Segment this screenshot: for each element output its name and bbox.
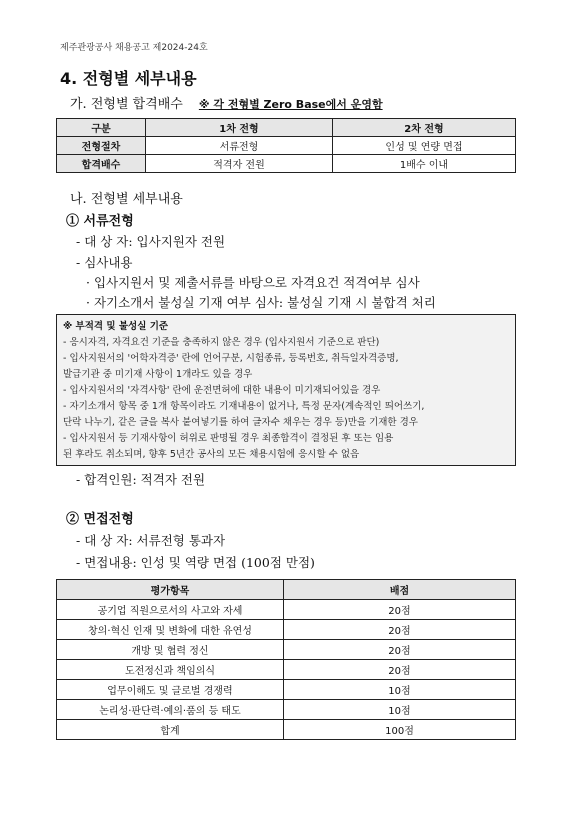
subsection-pass-multiple <box>70 93 383 112</box>
table-cell: 10점 <box>284 680 516 700</box>
interview-table-header <box>57 580 516 600</box>
interview-content: - 면접내용: 인성 및 역량 면접 (100점 만점) <box>76 555 315 570</box>
table-cell: 도전정신과 책임의식 <box>57 660 284 680</box>
review-bullet: · 입사지원서 및 제출서류를 바탕으로 자격요건 적격여부 심사 <box>86 275 420 290</box>
criteria-line: - 응시자격, 자격요건 기준을 충족하지 않은 경우 (입사지원서 기준으로 판단) <box>63 337 380 348</box>
header-cell: 구분 <box>57 119 146 137</box>
document-reference: 제주관광공사 채용공고 제2024-24호 <box>60 43 208 53</box>
table-cell: 20점 <box>284 600 516 620</box>
table-cell: 서류전형 <box>146 137 333 155</box>
table-cell: 인성 및 연량 면접 <box>333 137 516 155</box>
table-cell: 1배수 이내 <box>333 155 516 173</box>
table-row <box>57 620 516 640</box>
row-label: 합격배수 <box>57 155 146 173</box>
table-row <box>57 640 516 660</box>
zero-base-note: ※ 각 전형별 Zero Base에서 운영함 <box>198 98 383 111</box>
stage-table <box>56 118 516 173</box>
interview-target: - 대 상 자: 서류전형 통과자 <box>76 533 226 548</box>
table-cell: 10점 <box>284 700 516 720</box>
table-cell: 100점 <box>284 720 516 740</box>
criteria-line: 된 후라도 취소되며, 향후 5년간 공사의 모든 채용시험에 응시할 수 없음 <box>63 449 360 460</box>
subsection-details-label: 나. 전형별 세부내용 <box>70 192 183 207</box>
table-cell: 20점 <box>284 660 516 680</box>
table-row <box>57 660 516 680</box>
table-cell: 20점 <box>284 640 516 660</box>
criteria-box-title: ※ 부적격 및 불성실 기준 <box>63 321 169 332</box>
criteria-box <box>56 314 516 466</box>
table-cell: 적격자 전원 <box>146 155 333 173</box>
total-row <box>57 720 516 740</box>
review-bullet: · 자기소개서 불성실 기재 여부 심사: 불성실 기재 시 불합격 처리 <box>86 295 436 310</box>
table-row <box>57 600 516 620</box>
row-label: 전형절차 <box>57 137 146 155</box>
table-row <box>57 700 516 720</box>
criteria-line: - 입사지원서의 '자격사항' 란에 운전면허에 대한 내용이 미기재되어있을 경우 <box>63 385 381 396</box>
criteria-line: 단락 나누기, 같은 글을 복사 붙여넣기를 하여 글자수 채우는 경우 등)만을 기재한 경우 <box>63 417 418 428</box>
table-cell: 개방 및 협력 정신 <box>57 640 284 660</box>
table-row <box>57 155 516 173</box>
header-cell: 평가항목 <box>57 580 284 600</box>
doc-screening-target: - 대 상 자: 입사지원자 전원 <box>76 234 226 249</box>
interview-title: ② 면접전형 <box>66 512 134 527</box>
table-cell: 창의·혁신 인재 및 변화에 대한 유연성 <box>57 620 284 640</box>
doc-screening-pass: - 합격인원: 적격자 전원 <box>76 472 206 487</box>
stage-table-header <box>57 119 516 137</box>
criteria-line: 발급기관 중 미기재 사항이 1개라도 있을 경우 <box>63 369 253 380</box>
header-cell: 1차 전형 <box>146 119 333 137</box>
criteria-line: - 자기소개서 항목 중 1개 항목이라도 기재내용이 없거나, 특정 문자(계속적인 띄어쓰기, <box>63 401 425 412</box>
doc-screening-title: ① 서류전형 <box>66 214 134 229</box>
criteria-line: - 입사지원서 등 기재사항이 허위로 판명될 경우 최종합격이 결정된 후 또는 임용 <box>63 433 394 444</box>
table-cell: 20점 <box>284 620 516 640</box>
table-row <box>57 680 516 700</box>
interview-table <box>56 579 516 740</box>
table-cell: 업무이해도 및 글로벌 경쟁력 <box>57 680 284 700</box>
section-title: 4. 전형별 세부내용 <box>60 69 197 88</box>
header-cell: 2차 전형 <box>333 119 516 137</box>
doc-screening-review: - 심사내용 <box>76 255 133 270</box>
criteria-line: - 입사지원서의 '어학자격증' 란에 언어구분, 시험종류, 등록번호, 취득일자격증명, <box>63 353 399 364</box>
table-cell: 합계 <box>57 720 284 740</box>
subsection-pass-multiple-label: 가. 전형별 합격배수 <box>70 97 183 112</box>
table-cell: 논리성·판단력·예의·품의 등 태도 <box>57 700 284 720</box>
header-cell: 배점 <box>284 580 516 600</box>
table-cell: 공기업 직원으로서의 사고와 자세 <box>57 600 284 620</box>
table-row <box>57 137 516 155</box>
